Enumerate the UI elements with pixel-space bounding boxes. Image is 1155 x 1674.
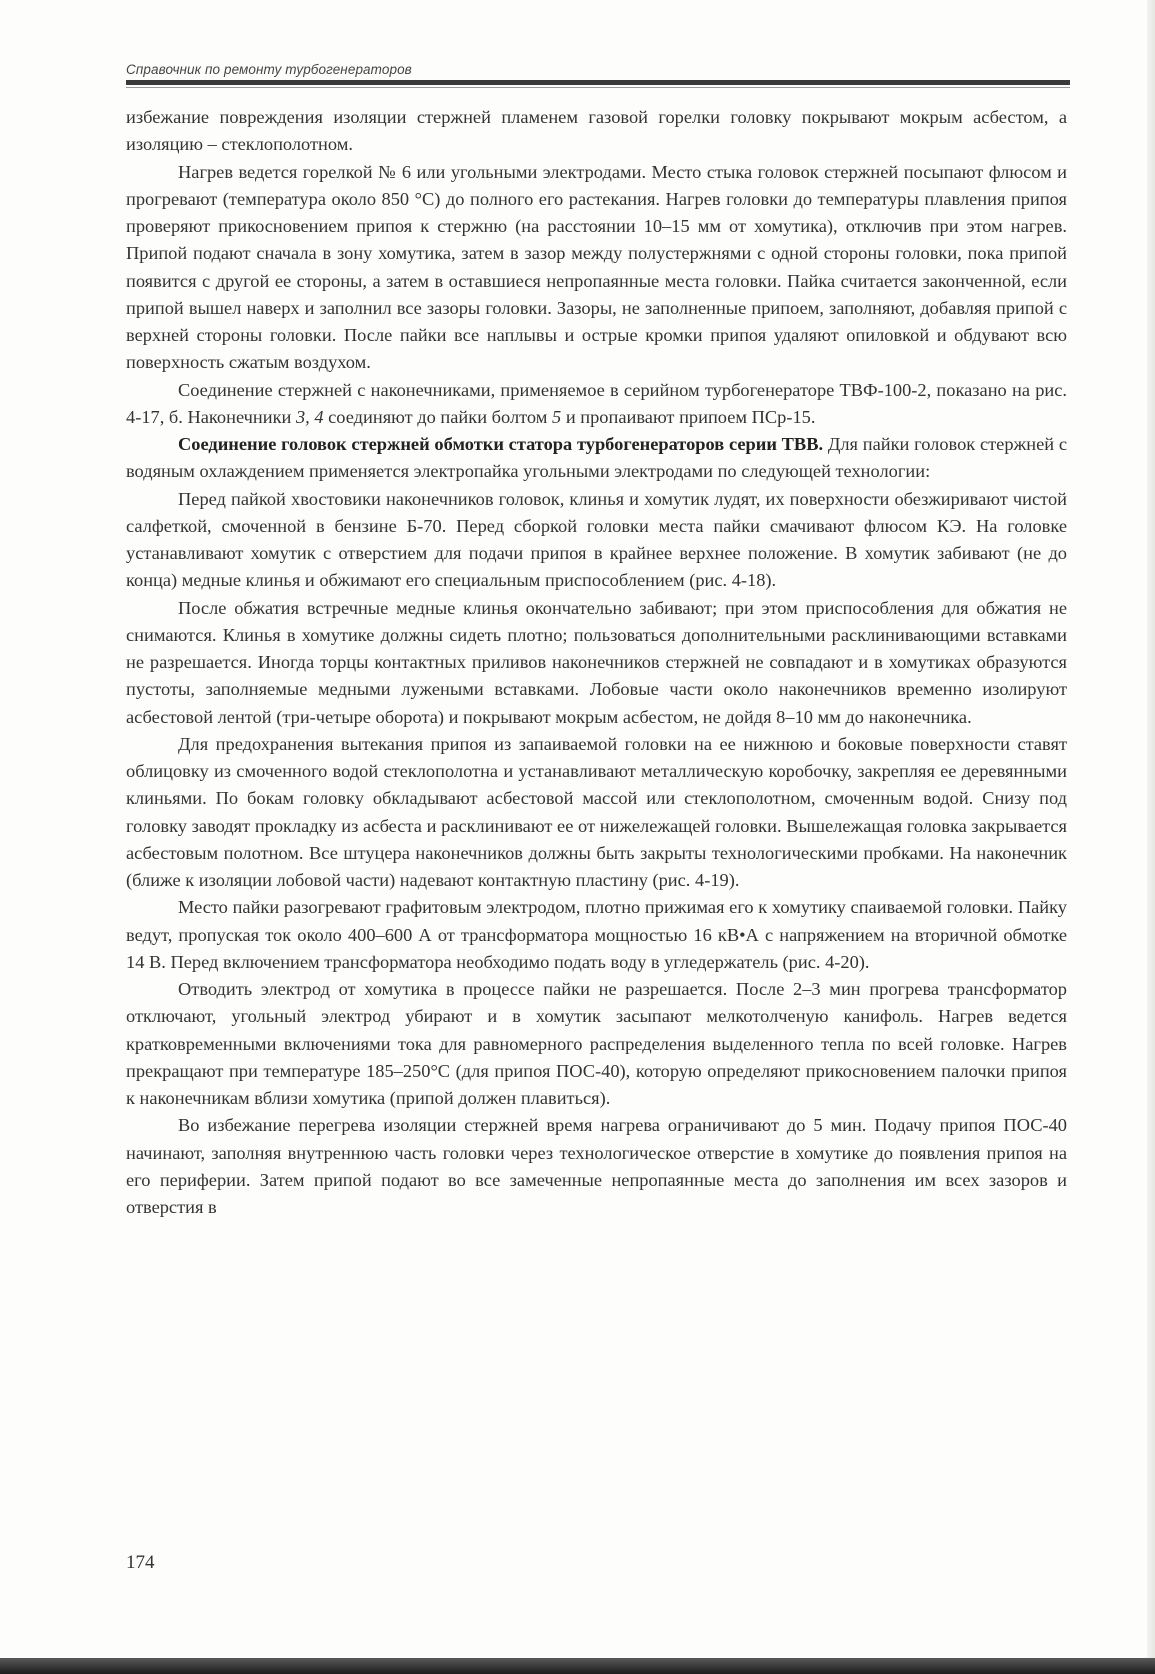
paragraph-3-part-3: и пропаивают припоем ПСр-15. [561,406,816,427]
paragraph-3-part-2: соединяют до пайки болтом [323,406,553,427]
paragraph-7: Для предохранения вытекания припоя из запаиваемой головки на ее нижнюю и боковые поверхности ставят облицовку из смоченного водой стеклополотна и устанавливают металлическую коробочку, закрепляя ее деревянными клиньями. По бокам головку обкладывают асбестовой массой или стеклополотном, смоченным водой. Снизу под головку заводят прокладку из асбеста и расклинивают ее от нижележащей головки. Вышележащая головка закрывается асбестовым полотном. Все штуцера наконечников должны быть закрыты технологическими пробками. На наконечник (ближе к изоляции лобовой части) надевают контактную пластину (рис. 4-19). [126,733,1067,890]
header-rule [126,80,1070,85]
paragraph-9: Отводить электрод от хомутика в процессе пайки не разрешается. После 2–3 мин прогрева трансформатор отключают, угольный электрод убирают и в хомутик засыпают мелкотолченую канифоль. Нагрев ведется кратковременными включениями тока для равномерного распределения выделенного тепла по всей головке. Нагрев прекращают при температуре 185–250°С (для припоя ПОС-40), которую определяют прикосновением палочки припоя к наконечникам вблизи хомутика (припой должен плавиться). [126,979,1067,1108]
page-header [126,62,1070,92]
paragraph-5: Перед пайкой хвостовики наконечников головок, клинья и хомутик лудят, их поверхности обезжиривают чистой салфеткой, смоченной в бензине Б-70. Перед сборкой головки места пайки смачивают флюсом КЭ. На головке устанавливают хомутик с отверстием для подачи припоя в крайнее верхнее положение. В хомутик забивают (не до конца) медные клинья и обжимают его специальным приспособлением (рис. 4-18). [126,488,1067,591]
paragraph-3-italic-refs: 3, 4 [295,406,324,427]
header-rule-thin [126,87,1070,88]
paragraph-4-text: Для пайки головок стержней с водяным охлаждением применяется электропайка угольными электродами по следующей технологии: [126,434,1067,482]
paragraph-6: После обжатия встречные медные клинья окончательно забивают; при этом приспособления для обжатия не снимаются. Клинья в хомутике должны сидеть плотно; пользоваться дополнительными расклинивающими вставками не разрешается. Иногда торцы контактных приливов наконечников стержней не совпадают и в хомутиках образуются пустоты, заполняемые медными лужеными вставками. Лобовые части около наконечников временно изолируют асбестовой лентой (три-четыре оборота) и покрывают мокрым асбестом, не дойдя 8–10 мм до наконечника. [126,597,1067,727]
page-number: 174 [126,1552,155,1573]
body-text [126,104,1067,1221]
paragraph-2: Нагрев ведется горелкой № 6 или угольными электродами. Место стыка головок стержней посыпают флюсом и прогревают (температура около 850 °С) до полного его растекания. Нагрев головки до температуры плавления припоя проверяют прикосновением припоя к стержню (на расстоянии 10–15 мм от хомутика), отключив при этом нагрев. Припой подают сначала в зону хомутика, затем в зазор между полустержнями с одной стороны головки, пока припой появится с другой ее стороны, а затем в оставшиеся непропаянные места головки. Пайка считается законченной, если припой вышел наверх и заполнил все зазоры головки. Зазоры, не заполненные припоем, заполняют, добавляя припой с верхней стороны головки. После пайки все наплывы и острые кромки припоя удаляют опиловкой и обдувают всю поверхность сжатым воздухом. [126,161,1067,373]
paragraph-3-part-1: Соединение стержней с наконечниками, применяемое в серийном турбогенераторе ТВФ-100-2, показано на рис. 4-17, б. Наконечники [126,379,1067,427]
scan-bottom-edge [0,1658,1155,1674]
paragraph-8: Место пайки разогревают графитовым электродом, плотно прижимая его к хомутику спаиваемой головки. Пайку ведут, пропуская ток около 400–600 А от трансформатора мощностью 16 кВ•А с напряжением на вторичной обмотке 14 В. Перед включением трансформатора необходимо подать воду в угледержатель (рис. 4-20). [126,897,1067,972]
paragraph-3 [126,377,1067,432]
page-edge [1147,0,1155,1674]
paragraph-1: избежание повреждения изоляции стержней пламенем газовой горелки головку покрывают мокрым асбестом, а изоляцию – стеклополотном. [126,107,1067,155]
running-title: Справочник по ремонту турбогенераторов [126,62,412,77]
paragraph-3-italic-ref: 5 [552,406,562,427]
paragraph-4 [126,431,1067,486]
section-heading: Соединение головок стержней обмотки статора турбогенераторов серии ТВВ. [178,434,824,454]
paragraph-10: Во избежание перегрева изоляции стержней время нагрева ограничивают до 5 мин. Подачу припоя ПОС-40 начинают, заполняя внутреннюю часть головки через технологическое отверстие в хомутике до появления припоя на его периферии. Затем припой подают во все замеченные непропаянные места до заполнения им всех зазоров и отверстия в [126,1115,1067,1217]
